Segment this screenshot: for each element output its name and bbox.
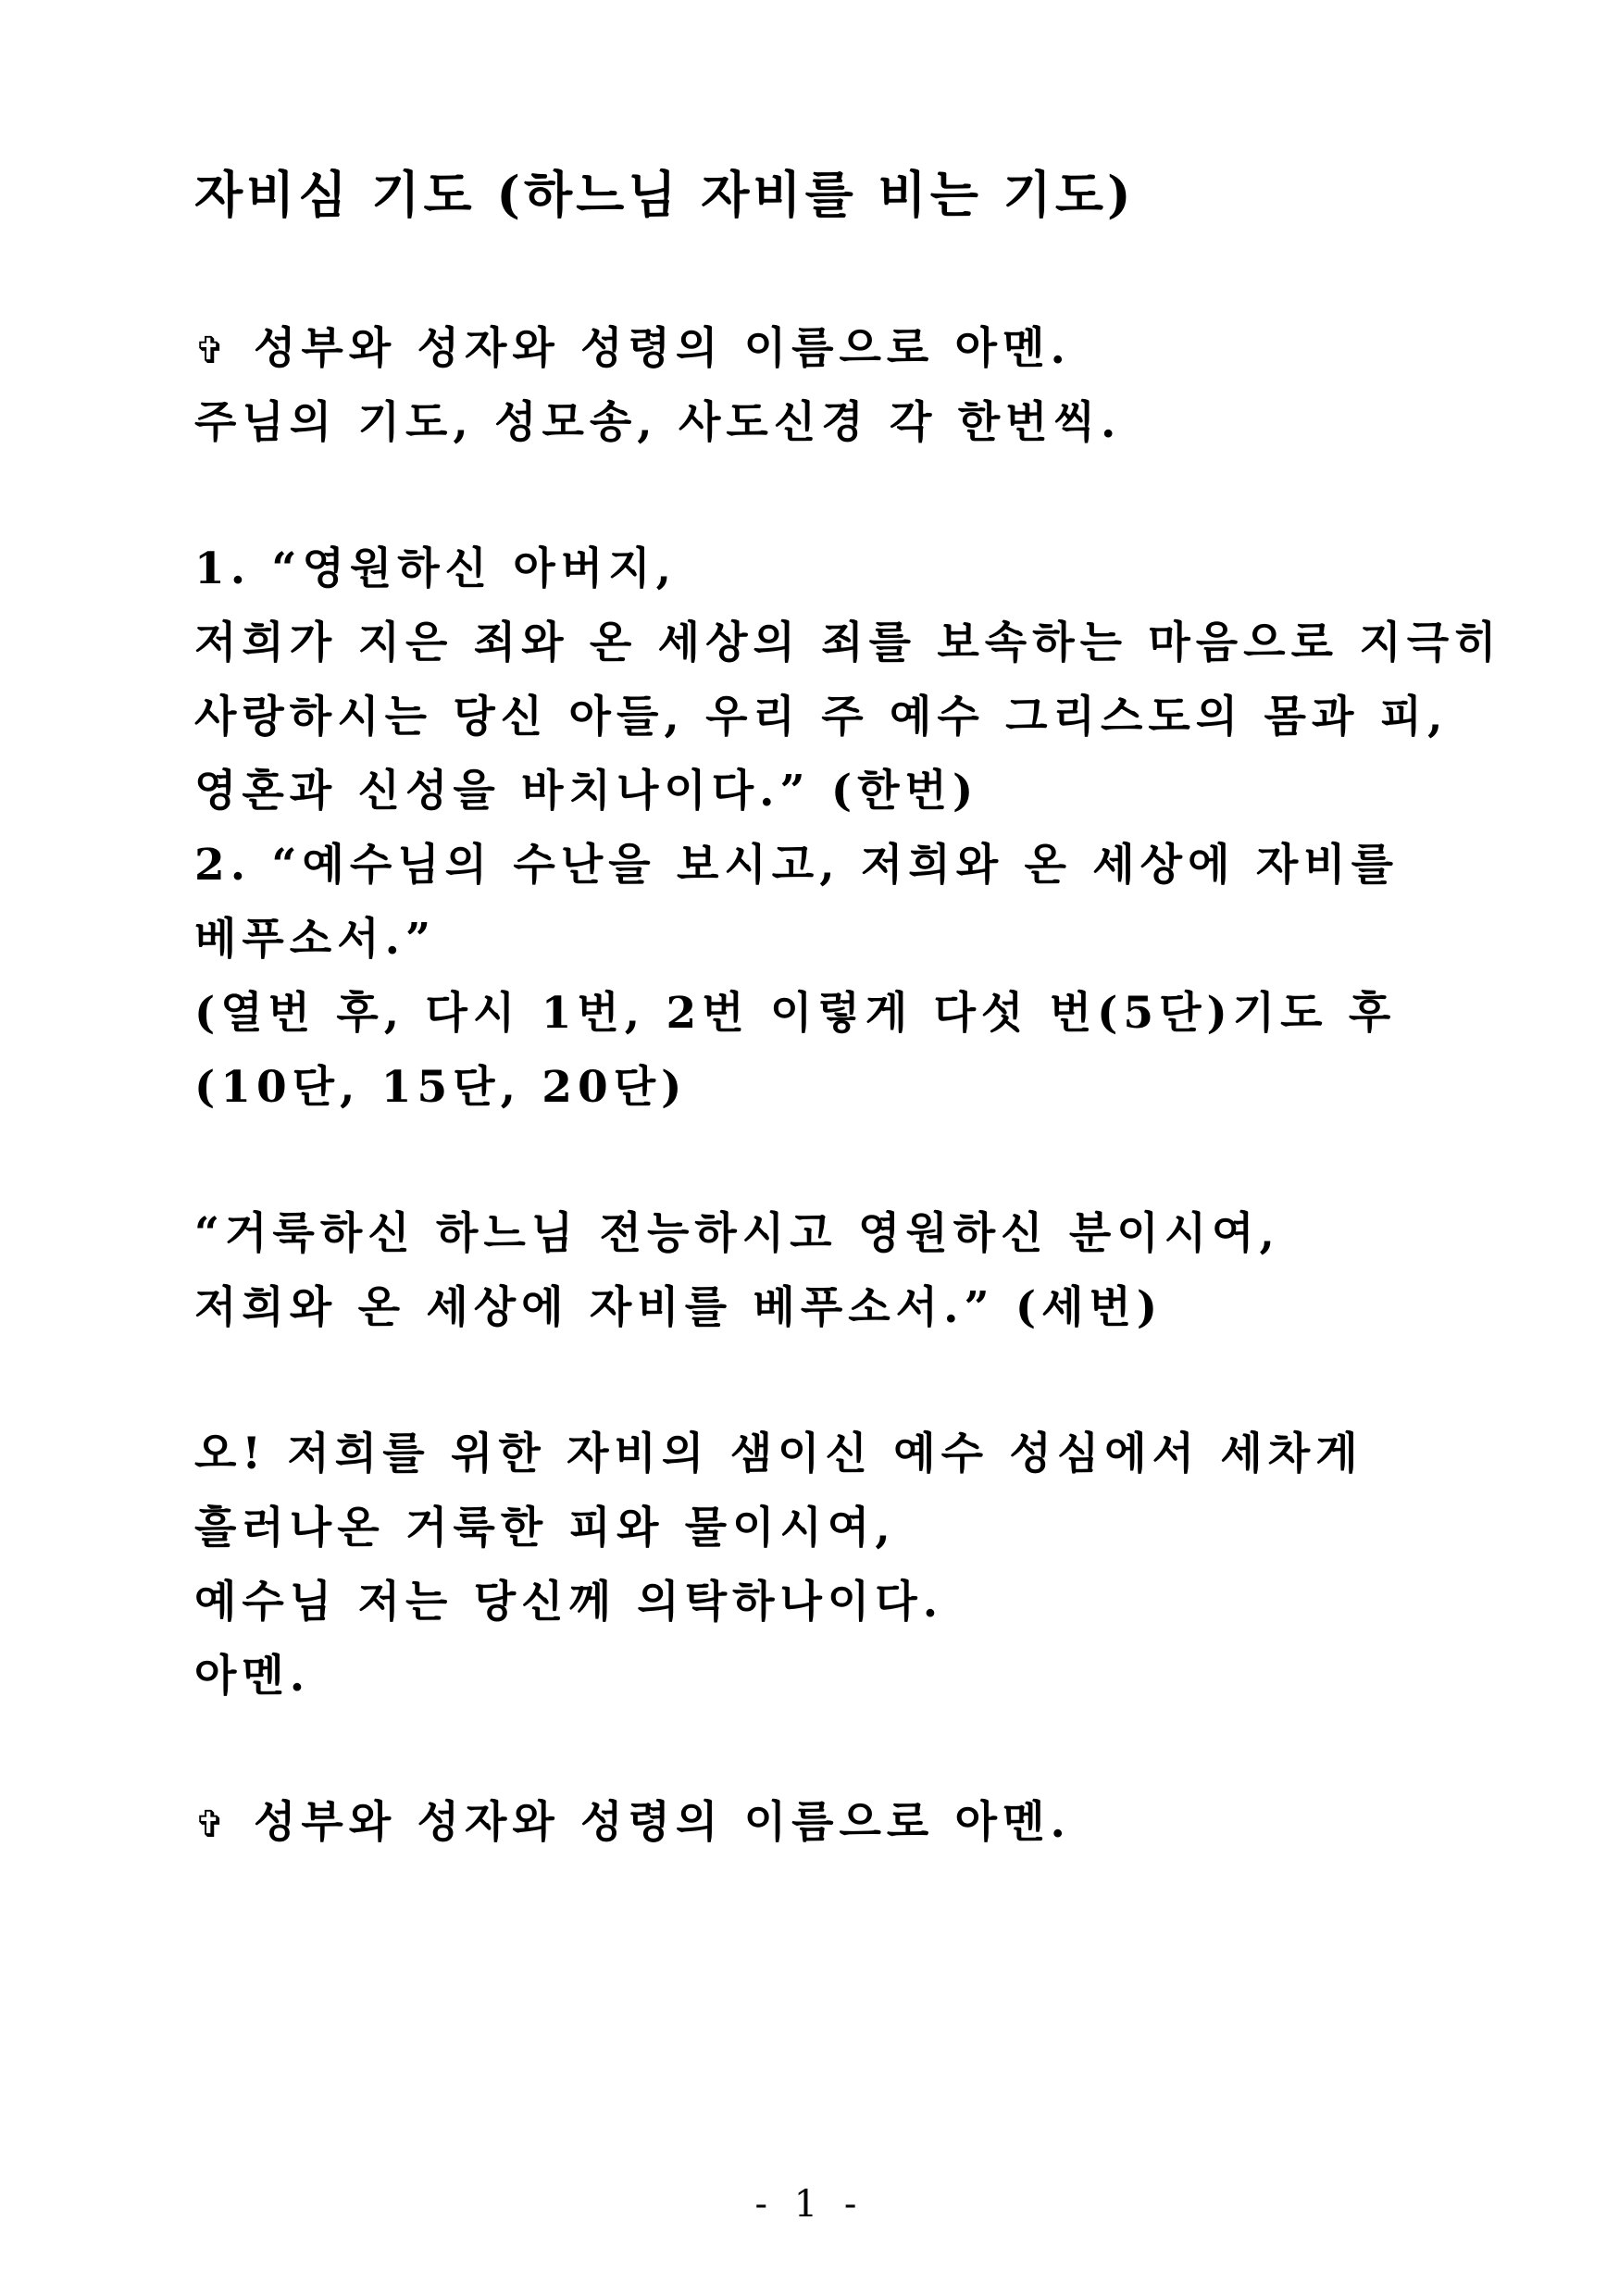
- cross-icon: ✞: [194, 1803, 231, 1846]
- prayer1-line2: 저희가 지은 죄와 온 세상의 죄를 보속하는 마음으로 지극히: [194, 618, 1502, 668]
- closing-prayer-line2: 저희와 온 세상에 자비를 베푸소서.” (세번): [194, 1282, 1164, 1333]
- prayer1-line4: 영혼과 신성을 바치나이다.” (한번): [194, 766, 979, 817]
- closing-sign-text: 성부와 성자와 성령의 이름으로 아멘.: [254, 1797, 1071, 1848]
- cross-icon: ✞: [194, 330, 231, 372]
- page-number: - 1 -: [754, 2183, 865, 2226]
- opening-sign-line: [194, 321, 1071, 379]
- opening-prayers-line: 주님의 기도, 성모송, 사도신경 각 한번씩.: [194, 397, 1122, 448]
- final-prayer-line1: 오! 저희를 위한 자비의 샘이신 예수 성심에서 세차게: [194, 1429, 1364, 1479]
- prayer1-line1: 1. “영원하신 아버지,: [194, 543, 678, 594]
- instruction-line1: (열번 후, 다시 1번, 2번 이렇게 다섯 번(5단)기도 후: [194, 988, 1397, 1039]
- opening-sign-text: 성부와 성자와 성령의 이름으로 아멘.: [254, 323, 1071, 374]
- final-prayer-line2: 흘러나온 거룩한 피와 물이시여,: [194, 1503, 896, 1554]
- prayer2-line2: 베푸소서.”: [194, 914, 437, 965]
- final-prayer-line4: 아멘.: [194, 1651, 311, 1702]
- prayer1-line3: 사랑하시는 당신 아들, 우리 주 예수 그리스도의 몸과 피,: [194, 692, 1449, 742]
- closing-prayer-line1: “거룩하신 하느님 전능하시고 영원하신 분이시여,: [194, 1208, 1280, 1259]
- prayer2-line1: 2. “예수님의 수난을 보시고, 저희와 온 세상에 자비를: [194, 840, 1400, 891]
- closing-sign-line: [194, 1795, 1071, 1853]
- instruction-line2: (10단, 15단, 20단): [194, 1062, 688, 1113]
- final-prayer-line3: 예수님 저는 당신께 의탁하나이다.: [194, 1577, 944, 1628]
- document-title: 자비심 기도 (하느님 자비를 비는 기도): [194, 165, 1135, 224]
